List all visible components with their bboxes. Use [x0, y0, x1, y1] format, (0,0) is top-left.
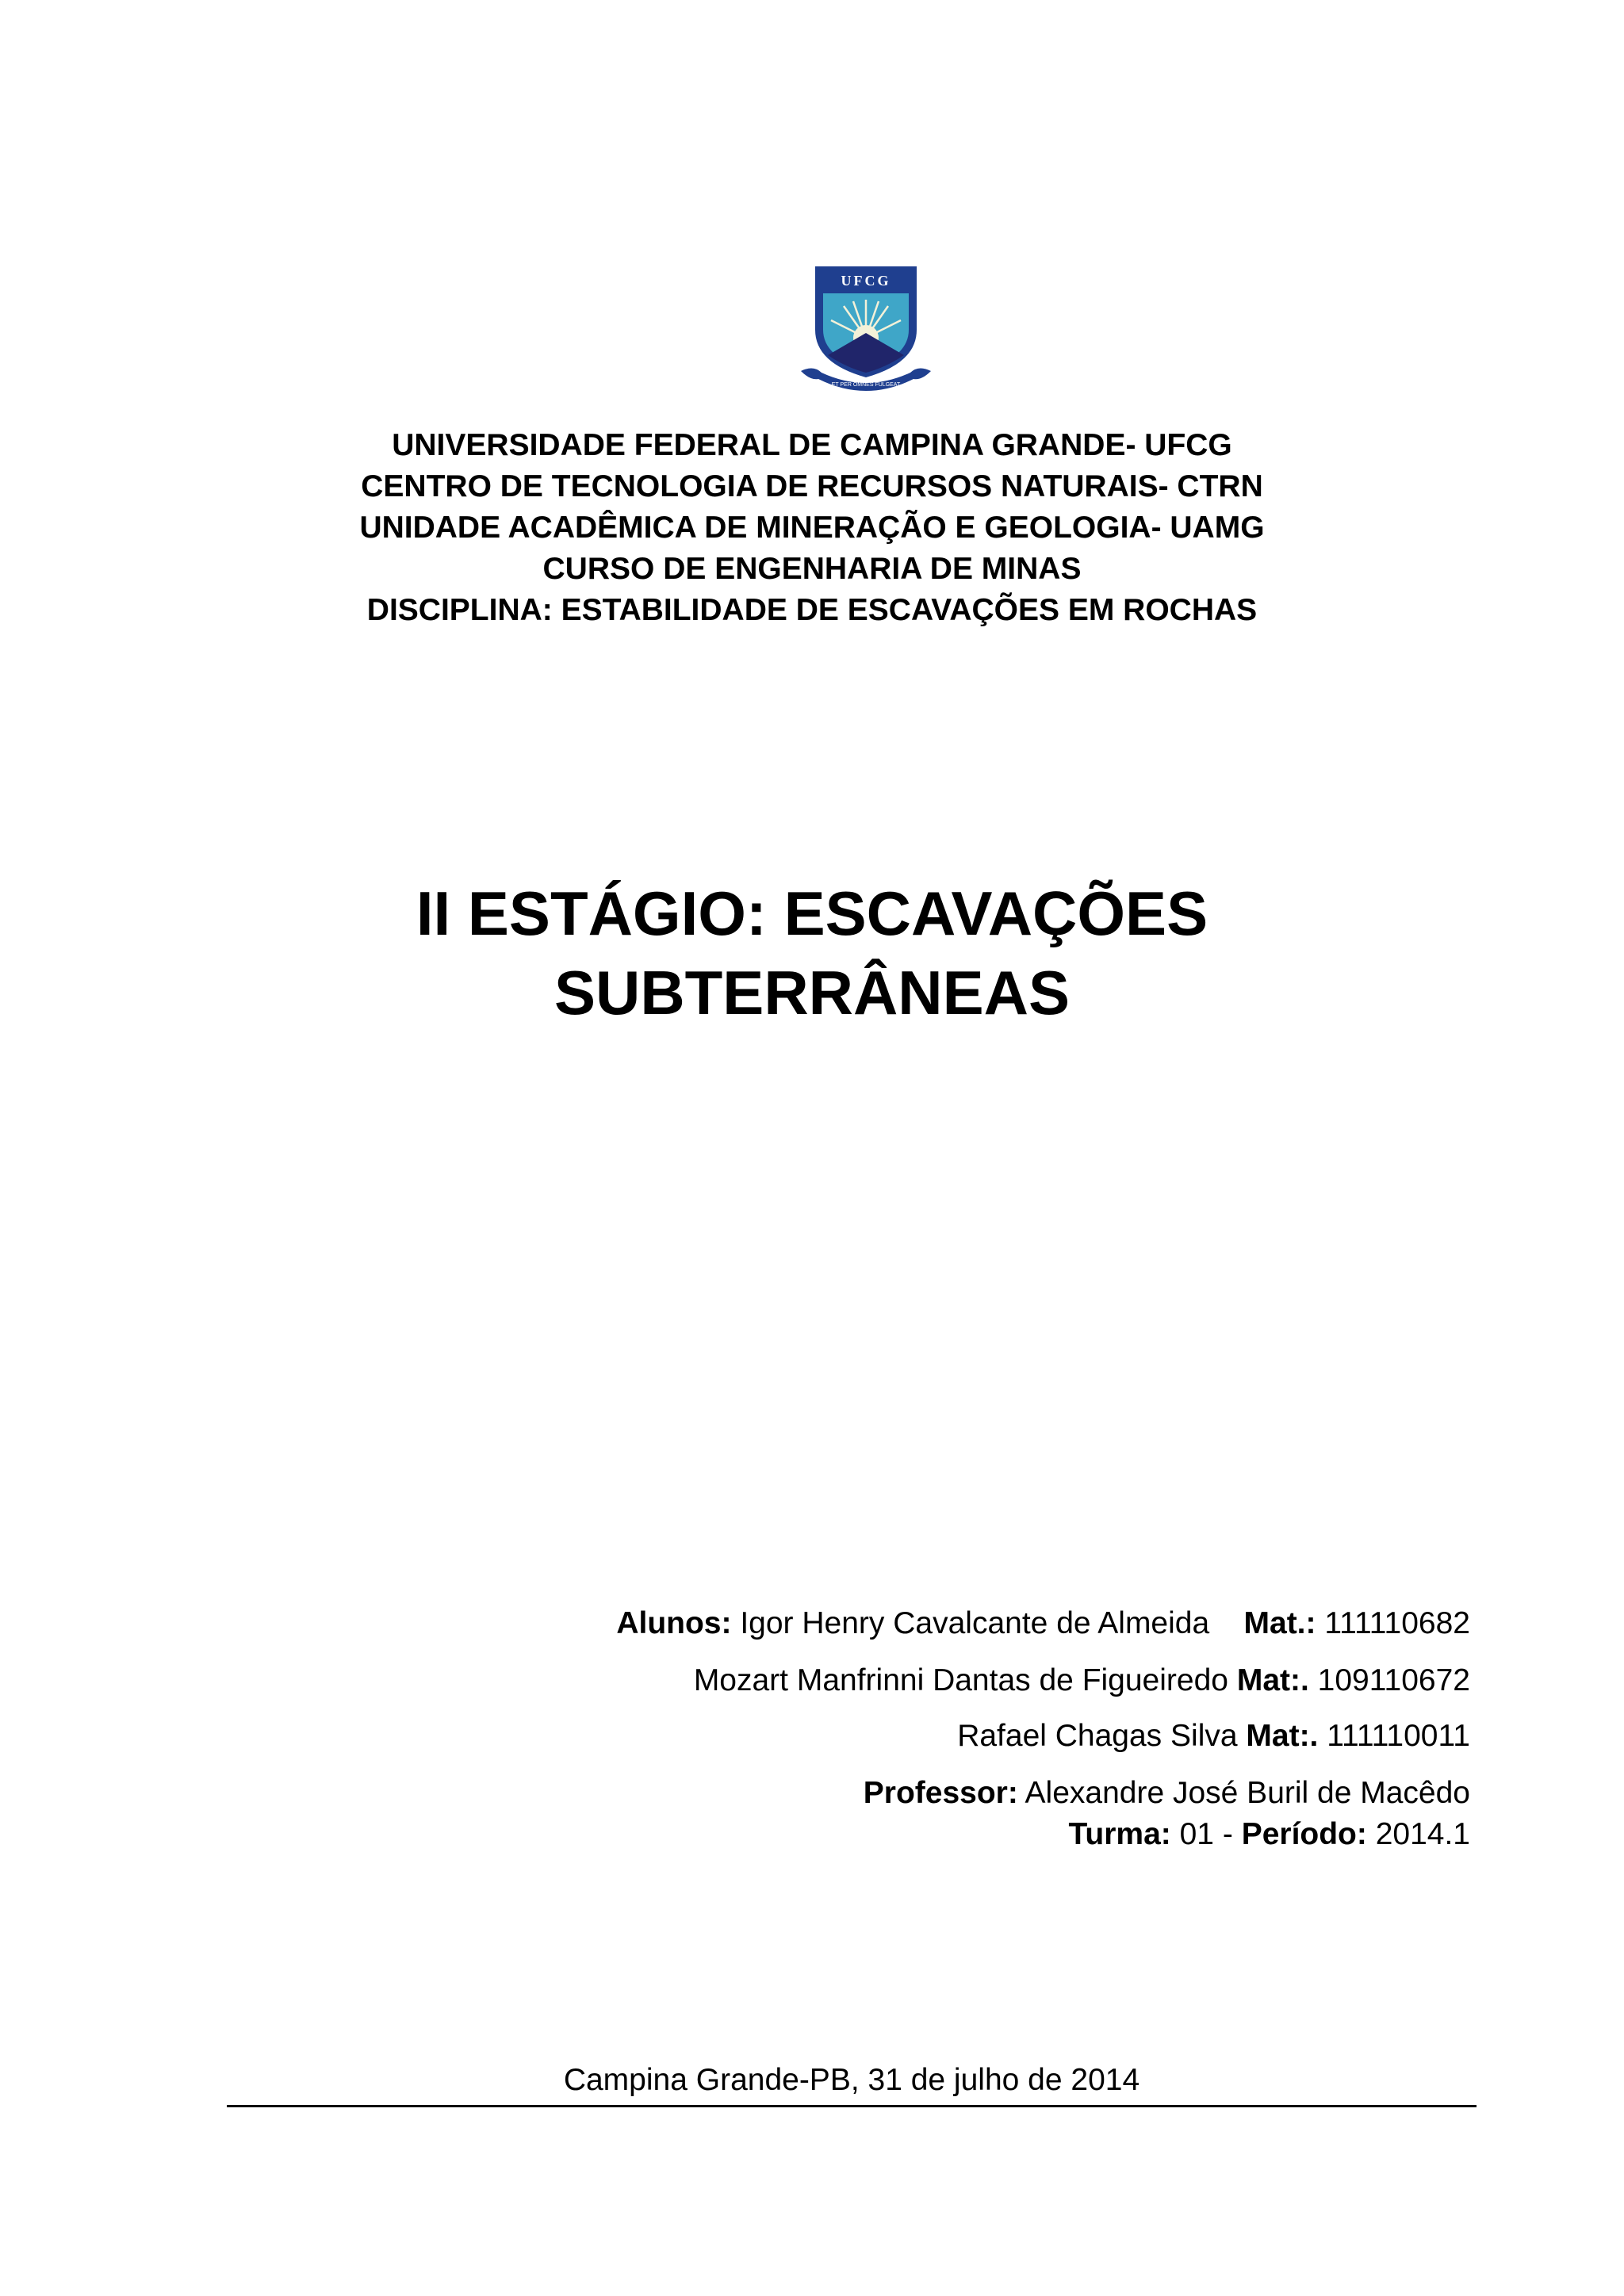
crest-motto: ET PER OMNES FULGEAT [831, 382, 901, 388]
mat-number: 109110672 [1317, 1663, 1470, 1697]
mat-label: Mat.: [1243, 1606, 1316, 1640]
title-line-1: II ESTÁGIO: ESCAVAÇÕES [416, 878, 1208, 948]
unit-line: UNIDADE ACADÊMICA DE MINERAÇÃO E GEOLOGIA- UAMG [359, 511, 1265, 545]
turma-value: 01 [1179, 1817, 1214, 1851]
ufcg-crest-logo [798, 262, 934, 398]
student-row-3 [957, 1716, 1470, 1757]
separator: - [1222, 1817, 1233, 1851]
turma-label: Turma: [1068, 1817, 1171, 1851]
footer-rule [227, 2105, 1477, 2107]
class-row [1068, 1814, 1470, 1855]
discipline-line: DISCIPLINA: ESTABILIDADE DE ESCAVAÇÕES EM ROCHAS [366, 593, 1258, 627]
center-line: CENTRO DE TECNOLOGIA DE RECURSOS NATURAIS- CTRN [361, 469, 1263, 503]
student-row-1 [616, 1603, 1470, 1644]
student-name: Rafael Chagas Silva [957, 1719, 1238, 1753]
students-label: Alunos: [616, 1606, 732, 1640]
student-row-2 [694, 1660, 1470, 1701]
mat-number: 111110011 [1327, 1719, 1470, 1753]
periodo-label: Período: [1241, 1817, 1367, 1851]
course-line: CURSO DE ENGENHARIA DE MINAS [542, 552, 1082, 586]
crest-text: UFCG [841, 273, 891, 289]
professor-label: Professor: [863, 1776, 1018, 1810]
place-date: Campina Grande-PB, 31 de julho de 2014 [563, 2063, 1140, 2097]
university-line: UNIVERSIDADE FEDERAL DE CAMPINA GRANDE- UFCG [392, 428, 1232, 462]
student-name: Mozart Manfrinni Dantas de Figueiredo [693, 1663, 1228, 1697]
document-title [0, 874, 1624, 1032]
student-name: Igor Henry Cavalcante de Almeida [740, 1606, 1210, 1640]
mat-label: Mat:. [1236, 1663, 1309, 1697]
professor-row [864, 1773, 1470, 1814]
mat-label: Mat:. [1246, 1719, 1319, 1753]
mat-number: 111110682 [1324, 1606, 1470, 1640]
title-line-2: SUBTERRÂNEAS [553, 958, 1071, 1027]
periodo-value: 2014.1 [1375, 1817, 1470, 1851]
institution-header [0, 425, 1624, 631]
professor-name: Alexandre José Buril de Macêdo [1025, 1776, 1470, 1810]
